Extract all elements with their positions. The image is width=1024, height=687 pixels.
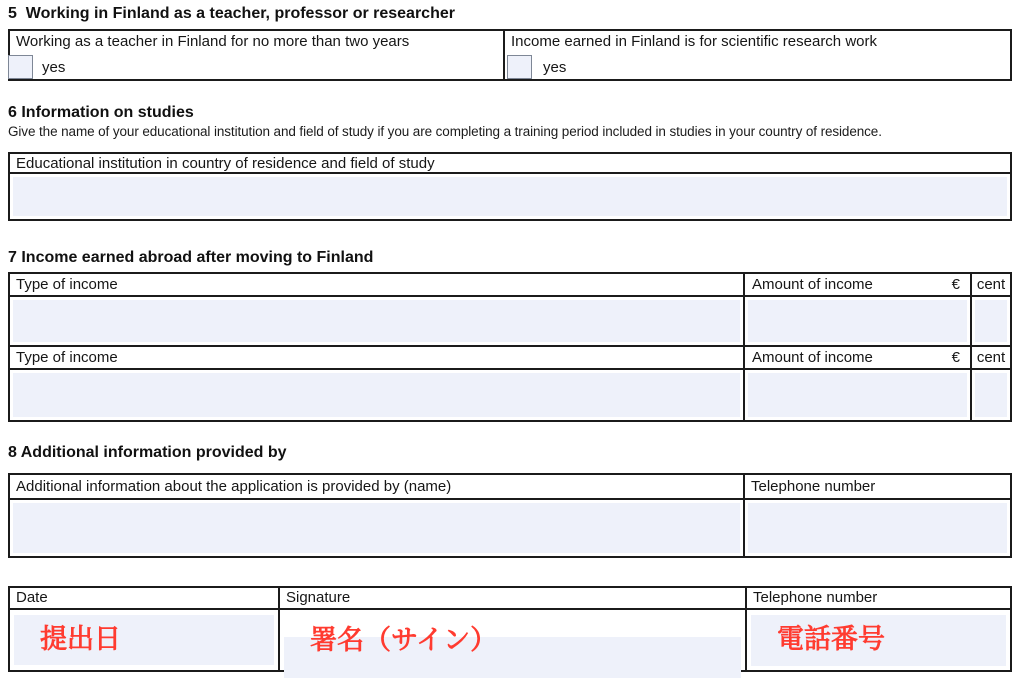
- signature-label: Signature: [286, 589, 351, 606]
- income-amount-input-2[interactable]: [748, 373, 967, 417]
- research-yes-checkbox[interactable]: [507, 55, 532, 79]
- income-cent-input-2[interactable]: [975, 373, 1007, 417]
- income-type-header-1: Type of income: [16, 276, 118, 293]
- educational-institution-label: Educational institution in country of residence and field of study: [16, 155, 435, 172]
- additional-info-name-input[interactable]: [13, 503, 740, 553]
- signature-table: [8, 586, 1012, 672]
- section6-title: 6 Information on studies: [8, 104, 194, 121]
- additional-info-name-label: Additional information about the application is provided by (name): [16, 478, 452, 495]
- research-yes-label: yes: [543, 59, 567, 76]
- teacher-question-cell: [10, 31, 503, 79]
- studies-table: [8, 152, 1012, 221]
- signature-phone-cell: [745, 610, 1010, 670]
- euro-symbol: €: [951, 349, 960, 366]
- phone-annotation-jp: 電話番号: [777, 624, 885, 654]
- section5-title: 5 Working in Finland as a teacher, professor or researcher: [8, 5, 455, 22]
- section5-table: [8, 29, 1012, 81]
- income-cent-header-2: cent: [970, 347, 1010, 368]
- additional-info-phone-label: Telephone number: [751, 478, 876, 495]
- euro-symbol: €: [951, 276, 960, 293]
- signature-cell: [278, 610, 745, 670]
- income-amount-header-1: [743, 274, 970, 295]
- income-type-input-2[interactable]: [13, 373, 740, 417]
- teacher-yes-checkbox[interactable]: [8, 55, 33, 79]
- teacher-yes-label: yes: [42, 59, 66, 76]
- amount-of-income-label: Amount of income: [752, 276, 873, 293]
- income-type-header-2: Type of income: [16, 349, 118, 366]
- signature-phone-label: Telephone number: [753, 589, 878, 606]
- income-amount-input-1[interactable]: [748, 300, 967, 342]
- income-table: [8, 272, 1012, 422]
- income-cent-header-1: cent: [970, 274, 1010, 295]
- section8-title: 8 Additional information provided by: [8, 444, 287, 461]
- income-cent-input-1[interactable]: [975, 300, 1007, 342]
- additional-info-phone-input[interactable]: [748, 503, 1007, 553]
- additional-info-table: [8, 473, 1012, 558]
- income-type-input-1[interactable]: [13, 300, 740, 342]
- teacher-question-label: Working as a teacher in Finland for no more than two years: [16, 33, 410, 50]
- section7-title: 7 Income earned abroad after moving to Finland: [8, 249, 374, 266]
- income-amount-header-2: [743, 347, 970, 368]
- educational-institution-input[interactable]: [13, 177, 1007, 216]
- date-cell: [10, 610, 278, 670]
- date-annotation-jp: 提出日: [40, 624, 121, 654]
- amount-of-income-label: Amount of income: [752, 349, 873, 366]
- research-question-cell: [503, 31, 1010, 79]
- research-question-label: Income earned in Finland is for scientific research work: [511, 33, 877, 50]
- date-label: Date: [16, 589, 48, 606]
- signature-annotation-jp: 署名（サイン）: [310, 625, 498, 655]
- section6-description: Give the name of your educational institution and field of study if you are completing a training period included in studies in your country of residence.: [8, 124, 882, 139]
